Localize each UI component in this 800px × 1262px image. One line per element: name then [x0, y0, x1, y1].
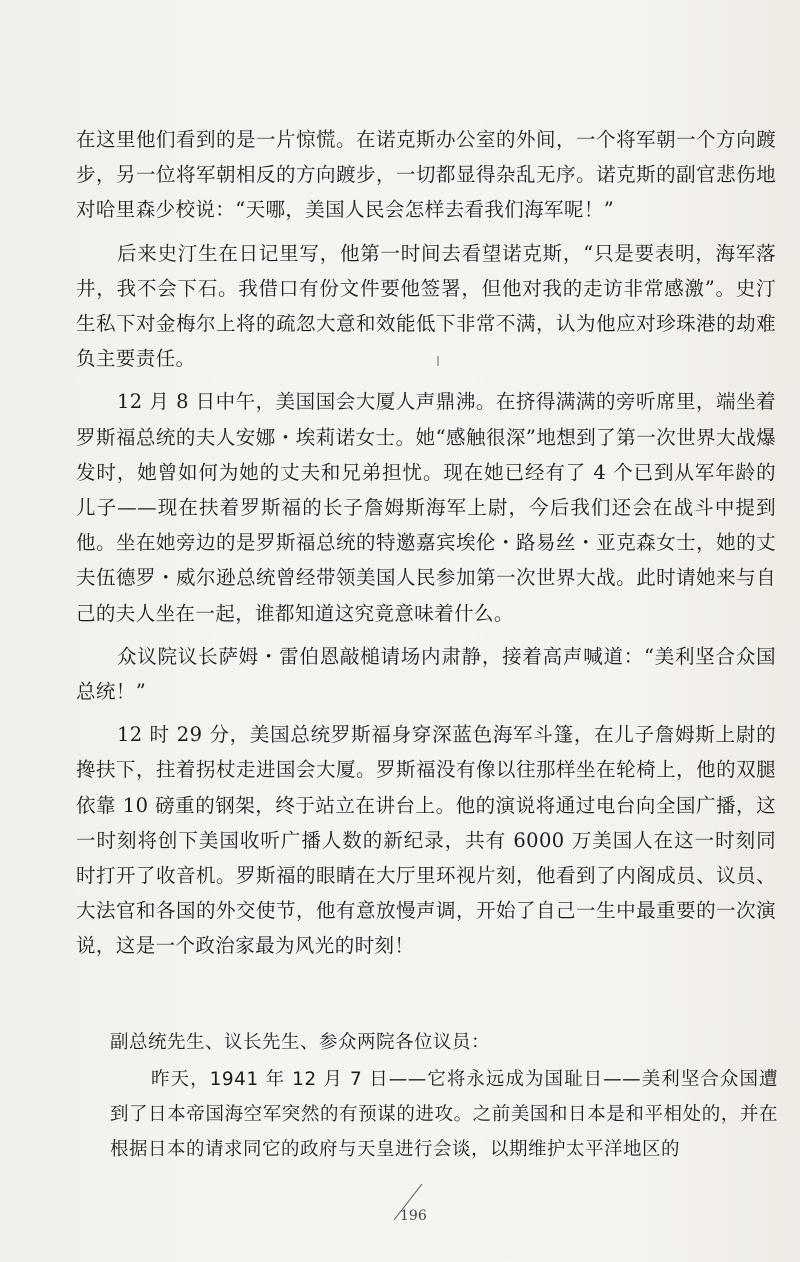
- paragraph-1: 在这里他们看到的是一片惊慌。在诺克斯办公室的外间，一个将军朝一个方向踱步，另一位将军朝相反的方向踱步，一切都显得杂乱无序。诺克斯的副官悲伤地对哈里森少校说：“天哪，美国人民会怎样去看我们海军呢！”: [76, 128, 776, 222]
- speech-text: 昨天，1941 年 12 月 7 日——它将永远成为国耻日——美利坚合众国遭到了日本帝国海空军突然的有预谋的进攻。之前美国和日本是和平相处的，并在根据日本的请求同它的政府与天皇进行会谈，以期维护太平洋地区的: [110, 1069, 778, 1160]
- scan-artifact: [436, 356, 440, 366]
- paragraph-2: 后来史汀生在日记里写，他第一时间去看望诺克斯，“只是要表明，海军落井，我不会下石。我借口有份文件要他签署，但他对我的走访非常感激”。史汀生私下对金梅尔上将的疏忽大意和效能低下非常不满，认为他应对珍珠港的劫难负主要责任。: [76, 241, 776, 371]
- paragraph-5: 12 时 29 分，美国总统罗斯福身穿深蓝色海军斗篷，在儿子詹姆斯上尉的搀扶下，拄着拐杖走进国会大厦。罗斯福没有像以往那样坐在轮椅上，他的双腿依靠 10 磅重的钢架，终于站立在讲台上。他的演说将通过电台向全国广播，这一时刻将创下美国收听广播人数的新纪录，共有 6000 万美国人在这一时刻同时打开了收音机。罗斯福的眼睛在大厅里环视片刻，他看到了内阁成员、议员、大法官和各国的外交使节，他有意放慢声调，开始了自己一生中最重要的一次演说，这是一个政治家最为风光的时刻！: [76, 723, 776, 958]
- paragraph-4: 众议院议长萨姆・雷伯恩敲槌请场内肃静，接着高声喊道：“美利坚合众国总统！”: [76, 644, 776, 704]
- page-number: 196: [400, 1208, 427, 1224]
- paragraph-3: 12 月 8 日中午，美国国会大厦人声鼎沸。在挤得满满的旁听席里，端坐着罗斯福总统的夫人安娜・埃莉诺女士。她“感触很深”地想到了第一次世界大战爆发时，她曾如何为她的丈夫和兄弟担忧。现在她已经有了 4 个已到从军年龄的儿子——现在扶着罗斯福的长子詹姆斯海军上尉，今后我们还会在战斗中提到他。坐在她旁边的是罗斯福总统的特邀嘉宾埃伦・路易丝・亚克森女士，她的丈夫伍德罗・威尔逊总统曾经带领美国人民参加第一次世界大战。此时请她来与自己的夫人坐在一起，谁都知道这究竟意味着什么。: [76, 390, 776, 625]
- speech-quote: [110, 1025, 778, 1169]
- body-text: [76, 122, 776, 972]
- speech-salutation: 副总统先生、议长先生、参众两院各位议员：: [110, 1032, 491, 1053]
